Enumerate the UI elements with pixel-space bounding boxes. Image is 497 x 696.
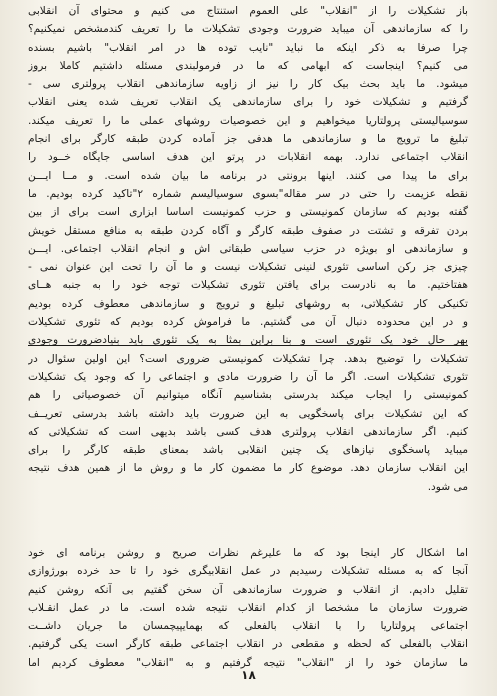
text-line: باز تشکیلات را از "انقلاب" علی العموم استنتاج می کنیم و محتوای آن انقلابی (28, 5, 468, 17)
text-line: گفته بودیم که سازمان کمونیستی و حزب کمونیست اساسا ابزاری است برای از بین (28, 206, 468, 219)
text-line: می شود. (427, 480, 468, 493)
text-line: انقلاب بالفعلی که لحظه و مقطعی در انقلاب اجتماعی طبقه کارگر است یکی گرفتیم. (28, 638, 468, 651)
text-line: کنیم. اگر سازماندهی انقلاب پرولتری هدف کسی باشد بدیهی است که تشکیلاتی که (28, 425, 468, 438)
text-line: کمونیستی را ایجاب میکند بدرستی بشناسیم آنگاه میتوانیم آن خصوصیاتی را هم (28, 389, 468, 402)
text-line: میشود. ما باید بحث بیک کار را نیز از زاویه سازماندهی انقلاب پرولتری سی - (28, 78, 468, 91)
text-line: نقطه عزیمت را حتی در سر مقاله"بسوی سوسیالیسم شماره ۲"تاکید کرده بودیم. ما (28, 187, 468, 200)
text-line: ما سازمان خود را از "انقلاب" نتیجه گرفتیم و به "انقلاب" معطوف کردیم اما (28, 656, 468, 669)
text-line: برای ما پیدا می کنند. اینها برونتی در برنامه ما بیان شده است. و مــا ایـــن (28, 169, 468, 182)
text-line: تشکیلات را توضیح بدهد. چرا تشکیلات کمونیستی ضروری است؟ این اولین سئوال در (28, 352, 468, 365)
text-line: تئوری تشکیلات است. اگر ما آن را ضرورت مادی و اجتماعی را که وجود یک تشکیلات (28, 370, 468, 383)
text-line: و سازماندهی او بویژه در حزب سیاسی طبقاتی اش و انجام انقلاب اجتماعی. ایـــن (28, 242, 468, 255)
text-line: هفتاختیم. ما به نادرست برای یافتن تئوری تشکیلات توجه خود را به جنبه هــای (28, 279, 468, 292)
text-line: تبلیغ ما ترویج ما و سازماندهی ما هدفی جز آماده کردن طبقه کارگر برای انجام (28, 133, 468, 146)
page-number: ۱۸ (241, 668, 256, 682)
text-line: انقلاب اجتماعی ندارد. بهمه انقلابات در پرتو این هدف اساسی جایگاه خــود را (28, 151, 468, 164)
text-line: تقلیل دادیم. از انقلاب و ضرورت سازماندهی آن سخن گفتیم بی آنکه روشن کنیم (28, 583, 468, 596)
text-line: اجتماعی پرولتاریا را با انقلاب بالفعلی که بهمایپیچمسان ما جریان داشــت (28, 620, 468, 633)
text-line: میباید پاسخگوی نیازهای یک چنین انقلابی باشد بمعنای طبقه کارگر را برای (28, 444, 468, 457)
text-line: آنجا که به مسئله تشکیلات رسیدیم در عمل انقلابیگری خود را تا حد خرده بورژوازی (28, 565, 468, 578)
text-line: چرا صرفا به ذکر اینکه ما نباید "نایب توده ها در امر انقلاب" باشیم بسنده (28, 41, 468, 54)
text-line: چیزی جز رکن اساسی تئوری لنینی تشکیلات نیست و ما آن را تحت این عنوان نمی - (28, 261, 468, 274)
text-line: تکنیکی کار تشکیلاتی، به روشهای تبلیغ و ترویج و سازماندهی معطوف کرده بودیم (28, 297, 468, 310)
underlined-text-line: بهر حال خود یک تئوری است و بنا براین بمثا به یک تئوری باید بنیادضرورت وجودی (28, 334, 468, 347)
text-line: را که سازماندهی آن میباید ضرورت وجودی تشکیلات ما را تعریف کندمشخص نمیکنیم؟ (28, 23, 468, 36)
text-line: این انقلاب سازمان دهد. موضوع کار ما مضمون کار ما و روش ما از همین هدف نتیجه (28, 462, 468, 475)
text-line: ضرورت سازمان ما مشخصا از کدام انقلاب نتیجه شده است. ما در عمل انقـلاب (28, 601, 468, 614)
text-line: بردن تفرقه و تشتت در صفوف طبقه کارگر و آگاه کردن طبقه به منافع مستقل خویش (28, 224, 468, 237)
text-line: و در این محدوده دنبال آن می گشتیم. ما فراموش کرده بودیم که تئوری تشکیلات (28, 316, 468, 329)
text-line: که این تشکیلات برای پاسخگویی به این ضرورت باید داشته باشد بدرستی تعریــف (28, 407, 468, 420)
text-line: سوسیالیستی پرولتاریا میخواهیم و این خصوصیات روشهای عملی ما را تعریف میکند. (28, 114, 468, 127)
paragraph-1 (28, 2, 468, 496)
text-line: می کنیم؟ اینجاست که ابهامی که ما در فرمولبندی مسئله داشتیم کاملا بروز (28, 59, 468, 72)
text-line: اما اشکال کار اینجا بود که ما علیرغم نظرات صریح و روشن برنامه ای خود (28, 547, 468, 559)
paragraph-2 (28, 544, 468, 672)
text-line: گرفتیم و تشکیلات خود را برای سازماندهی یک انقلاب تعریف شده یعنی انقلاب (28, 96, 468, 109)
